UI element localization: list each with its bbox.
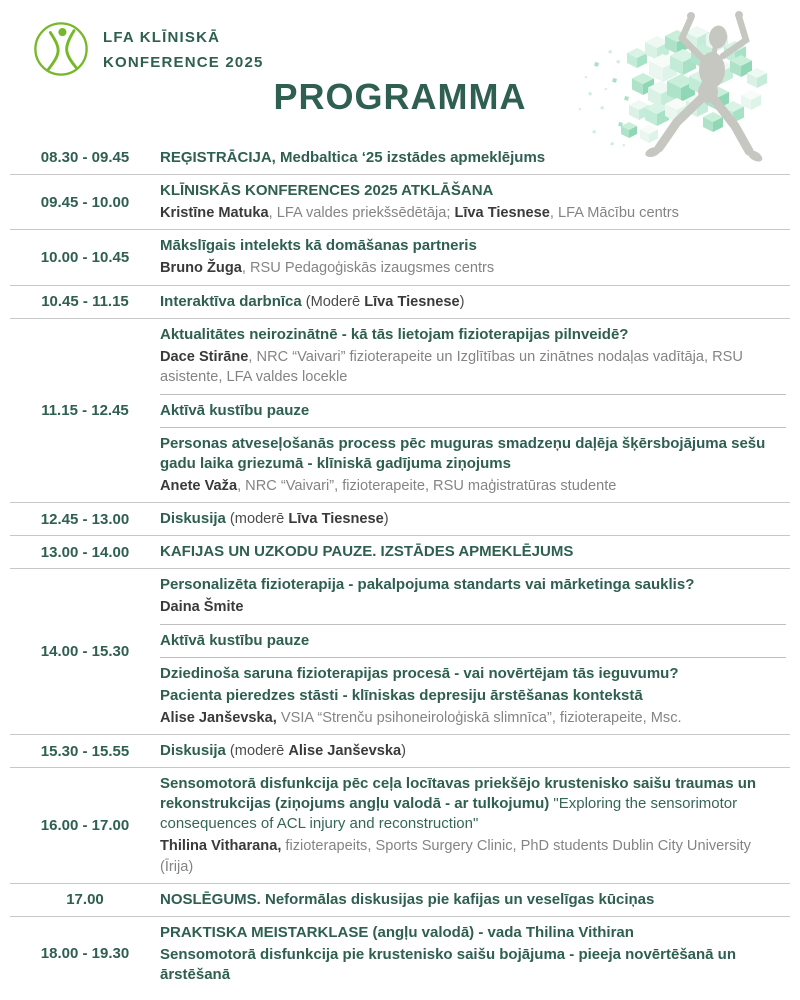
session-line [160, 741, 786, 761]
session-line [160, 401, 786, 421]
text-segment: Mākslīgais intelekts kā domāšanas partneris [160, 237, 477, 255]
slot-content [160, 230, 790, 284]
slot-content [160, 536, 790, 568]
session-item [160, 768, 786, 883]
text-segment: (Moderē [301, 293, 365, 310]
schedule-row [10, 883, 790, 916]
session-line [160, 774, 786, 834]
slot-content [160, 569, 790, 734]
schedule [0, 142, 800, 991]
session-item [160, 175, 786, 229]
session-line [160, 708, 786, 728]
session-line [160, 181, 786, 201]
text-segment: Anete Važa [160, 477, 238, 494]
text-segment: , NRC “Vaivari”, fizioterapeite, RSU maģistratūras studente [237, 477, 617, 494]
text-segment: Līva Tiesnese [454, 204, 550, 221]
schedule-row [10, 174, 790, 229]
session-line [160, 890, 786, 910]
text-segment: , LFA Mācību centrs [549, 204, 679, 221]
text-segment: Aktīvā kustību pauze [160, 631, 310, 649]
text-segment: KAFIJAS UN UZKODU PAUZE. IZSTĀDES APMEKLĒJUMS [160, 543, 574, 561]
session-line [160, 836, 786, 877]
schedule-row [10, 767, 790, 883]
session-item [160, 536, 786, 568]
session-item [160, 657, 786, 734]
schedule-row [10, 916, 790, 991]
slot-content [160, 768, 790, 883]
schedule-row [10, 285, 790, 318]
header [0, 0, 800, 142]
session-line [160, 597, 786, 617]
session-line [160, 347, 786, 388]
session-line [160, 631, 786, 651]
text-segment: Diskusija [160, 741, 226, 759]
text-segment: "Exploring the sensorimotor consequences of ACL injury and reconstruction" [160, 795, 738, 833]
text-segment: Dziedinoša saruna fizioterapijas procesā - vai novērtējam tās ieguvumu? [160, 664, 679, 682]
session-line [160, 292, 786, 312]
time-slot: 10.00 - 10.45 [40, 248, 130, 266]
session-item [160, 394, 786, 427]
text-segment: Alise Janševska [288, 742, 402, 759]
session-item [160, 286, 786, 318]
text-segment: Aktīvā kustību pauze [160, 401, 310, 419]
time-slot: 13.00 - 14.00 [40, 543, 130, 561]
time-slot: 16.00 - 17.00 [40, 817, 130, 835]
session-line [160, 923, 786, 943]
text-segment: Interaktīva darbnīca [160, 292, 302, 310]
running-mannequin-with-cubes-graphic [565, 0, 800, 172]
text-segment: Alise Janševska, [160, 709, 277, 726]
schedule-row [10, 502, 790, 535]
text-segment: VSIA “Strenču psihoneiroloģiskā slimnīca”, fizioterapeite, Msc. [276, 709, 682, 726]
text-segment: Bruno Žuga [160, 260, 242, 277]
time-slot: 08.30 - 09.45 [40, 149, 130, 167]
time-slot: 10.45 - 11.15 [41, 293, 129, 311]
session-line [160, 542, 786, 562]
session-line [160, 686, 786, 706]
session-item [160, 569, 786, 623]
session-line [160, 236, 786, 256]
text-segment: Sensomotorā disfunkcija pēc ceļa locītavas priekšējo krustenisko saišu traumas un rekonstrukcijas (ziņojums angļu valodā - ar tulkojumu) [160, 775, 757, 813]
session-item [160, 917, 786, 991]
text-segment: Sensomotorā disfunkcija pie krustenisko saišu bojājuma - pieeja novērtēšanā un ārstēšanā [160, 945, 737, 983]
session-line [160, 509, 786, 529]
logo-line1: LFA KLĪNISKĀ [103, 29, 221, 46]
session-item [160, 319, 786, 394]
schedule-row [10, 535, 790, 568]
text-segment: Kristīne Matuka [160, 204, 269, 221]
session-line [160, 258, 786, 278]
text-segment: , NRC “Vaivari” fizioterapeite un Izglītības un zinātnes nodaļas vadītāja, RSU asistente, LFA valdes locekle [160, 348, 743, 386]
schedule-row [10, 229, 790, 284]
session-line [160, 325, 786, 345]
session-item [160, 884, 786, 916]
page-title: PROGRAMMA [273, 76, 527, 117]
slot-content [160, 503, 790, 535]
time-slot: 09.45 - 10.00 [40, 193, 130, 211]
text-segment: Līva Tiesnese [364, 293, 460, 310]
text-segment: (moderē [225, 511, 289, 527]
session-item [160, 735, 786, 767]
text-segment: Aktualitātes neirozinātnē - kā tās lietojam fizioterapijas pilnveidē? [160, 326, 629, 344]
time-slot: 12.45 - 13.00 [40, 510, 130, 528]
schedule-row [10, 734, 790, 767]
session-line [160, 575, 786, 595]
slot-content [160, 286, 790, 318]
text-segment: fizioterapeits, Sports Surgery Clinic, PhD students Dublin City University (Īrija) [160, 838, 751, 875]
session-item [160, 230, 786, 284]
time-slot: 17.00 [66, 891, 104, 909]
session-item [160, 427, 786, 502]
text-segment: Personas atveseļošanās process pēc muguras smadzeņu daļēja šķērsbojājuma sešu gadu laika griezumā - klīniskā gadījuma ziņojums [160, 434, 766, 472]
text-segment: ) [383, 511, 389, 527]
text-segment: PRAKTISKA MEISTARKLASE (angļu valodā) - vada Thilina Vithiran [160, 923, 634, 941]
text-segment: Personalizēta fizioterapija - pakalpojuma standarts vai mārketinga sauklis? [160, 576, 695, 594]
text-segment: , LFA valdes priekšsēdētāja; [268, 204, 455, 221]
text-segment: Dace Stirāne [160, 348, 249, 365]
time-slot: 15.30 - 15.55 [40, 742, 130, 760]
schedule-row [10, 318, 790, 502]
text-segment: Daina Šmite [160, 599, 244, 616]
text-segment: Thilina Vitharana, [160, 838, 282, 855]
text-segment: NOSLĒGUMS. Neformālas diskusijas pie kafijas un veselīgas kūciņas [160, 890, 655, 908]
session-line [160, 434, 786, 474]
slot-content [160, 884, 790, 916]
time-slot: 18.00 - 19.30 [40, 945, 130, 963]
lfa-logo [32, 20, 264, 78]
logo-text [103, 26, 264, 76]
time-slot: 11.15 - 12.45 [41, 402, 129, 420]
schedule-row [10, 568, 790, 734]
lfa-logo-icon [32, 20, 90, 78]
time-slot: 14.00 - 15.30 [40, 643, 130, 661]
session-item [160, 503, 786, 535]
text-segment: ) [459, 293, 465, 310]
slot-content [160, 175, 790, 229]
text-segment: Līva Tiesnese [288, 511, 384, 527]
logo-line2: KONFERENCE 2025 [103, 53, 264, 71]
text-segment: ) [401, 742, 406, 759]
session-line [160, 203, 786, 223]
slot-content [160, 917, 790, 991]
slot-content [160, 735, 790, 767]
session-line [160, 476, 786, 496]
session-item [160, 624, 786, 657]
slot-content [160, 319, 790, 502]
text-segment: Pacienta pieredzes stāsti - klīniskas depresiju ārstēšanas kontekstā [160, 686, 643, 704]
text-segment: Diskusija [160, 510, 226, 527]
text-segment: KLĪNISKĀS KONFERENCES 2025 ATKLĀŠANA [160, 181, 494, 199]
text-segment: , RSU Pedagoģiskās izaugsmes centrs [241, 260, 495, 277]
text-segment: REĢISTRĀCIJA, Medbaltica ‘25 izstādes apmeklējums [160, 149, 546, 166]
text-segment: (moderē [225, 742, 289, 759]
session-line [160, 664, 786, 684]
session-line [160, 945, 786, 985]
